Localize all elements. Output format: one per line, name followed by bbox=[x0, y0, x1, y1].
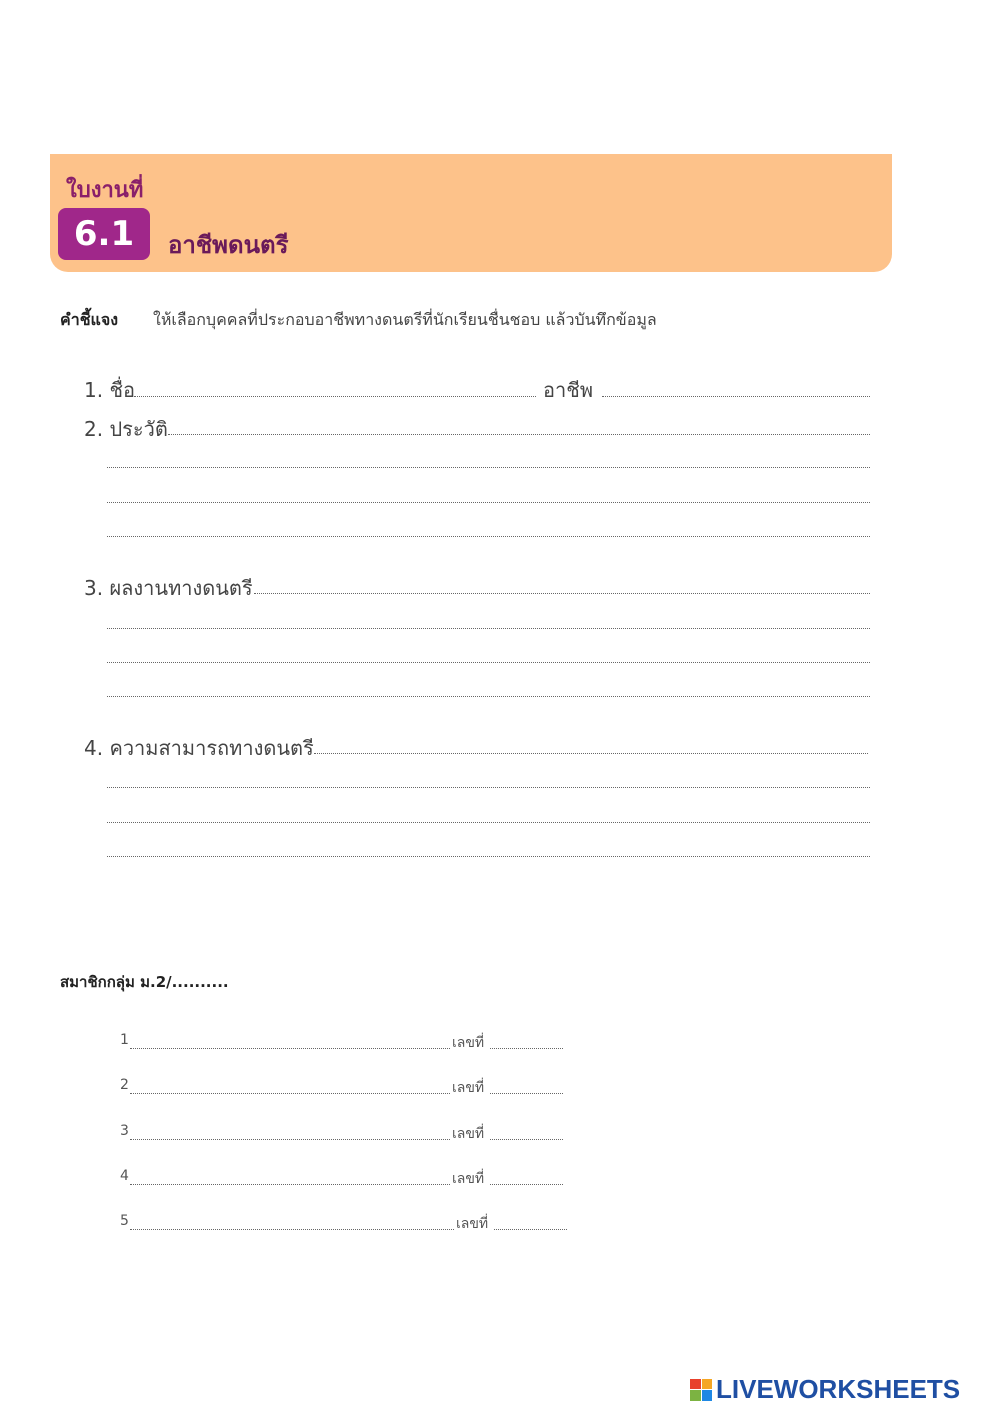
member-seat-field[interactable] bbox=[490, 1184, 563, 1185]
instructions-text: ให้เลือกบุคคลที่ประกอบอาชีพทางดนตรีที่นักเรียนชื่นชอบ แล้วบันทึกข้อมูล bbox=[153, 310, 657, 329]
member-seat-label: เลขที่ bbox=[452, 1035, 485, 1051]
member-seat-label: เลขที่ bbox=[452, 1126, 485, 1142]
member-number: 5 bbox=[120, 1213, 129, 1229]
member-seat-label: เลขที่ bbox=[452, 1171, 485, 1187]
logo-grid-icon bbox=[690, 1379, 712, 1401]
history-answer-line[interactable] bbox=[168, 434, 870, 435]
member-name-field[interactable] bbox=[130, 1184, 450, 1185]
ability-answer-line[interactable] bbox=[107, 822, 870, 823]
history-answer-line[interactable] bbox=[107, 536, 870, 537]
member-name-field[interactable] bbox=[130, 1139, 450, 1140]
career-answer-field[interactable] bbox=[602, 396, 870, 397]
ability-answer-line[interactable] bbox=[107, 787, 870, 788]
page-title: อาชีพดนตรี bbox=[168, 231, 289, 259]
member-name-field[interactable] bbox=[130, 1048, 450, 1049]
instructions-label: คำชี้แจง bbox=[60, 310, 119, 329]
member-seat-label: เลขที่ bbox=[456, 1216, 489, 1232]
question-1-name-label: 1. ชื่อ bbox=[84, 378, 136, 402]
member-seat-field[interactable] bbox=[490, 1093, 563, 1094]
worksheet-label: ใบงานที่ bbox=[66, 178, 144, 203]
member-number: 4 bbox=[120, 1168, 129, 1184]
member-seat-field[interactable] bbox=[490, 1139, 563, 1140]
works-answer-line[interactable] bbox=[254, 593, 870, 594]
question-3-label: 3. ผลงานทางดนตรี bbox=[84, 576, 253, 600]
member-name-field[interactable] bbox=[130, 1093, 450, 1094]
question-4-label: 4. ความสามารถทางดนตรี bbox=[84, 736, 314, 760]
member-number: 1 bbox=[120, 1032, 129, 1048]
ability-answer-line[interactable] bbox=[314, 753, 868, 754]
works-answer-line[interactable] bbox=[107, 696, 870, 697]
name-answer-field[interactable] bbox=[134, 396, 536, 397]
worksheet-number-badge: 6.1 bbox=[58, 208, 150, 260]
liveworksheets-logo bbox=[690, 1374, 960, 1405]
member-seat-field[interactable] bbox=[494, 1229, 567, 1230]
logo-text: LIVEWORKSHEETS bbox=[716, 1374, 961, 1404]
works-answer-line[interactable] bbox=[107, 662, 870, 663]
member-number: 3 bbox=[120, 1123, 129, 1139]
ability-answer-line[interactable] bbox=[107, 856, 870, 857]
works-answer-line[interactable] bbox=[107, 628, 870, 629]
question-2-label: 2. ประวัติ bbox=[84, 417, 168, 441]
member-name-field[interactable] bbox=[130, 1229, 454, 1230]
member-seat-label: เลขที่ bbox=[452, 1080, 485, 1096]
group-members-label: สมาชิกกลุ่ม ม.2/.......... bbox=[60, 973, 229, 991]
question-1-career-label: อาชีพ bbox=[543, 378, 593, 402]
member-number: 2 bbox=[120, 1077, 129, 1093]
member-seat-field[interactable] bbox=[490, 1048, 563, 1049]
history-answer-line[interactable] bbox=[107, 467, 870, 468]
history-answer-line[interactable] bbox=[107, 502, 870, 503]
